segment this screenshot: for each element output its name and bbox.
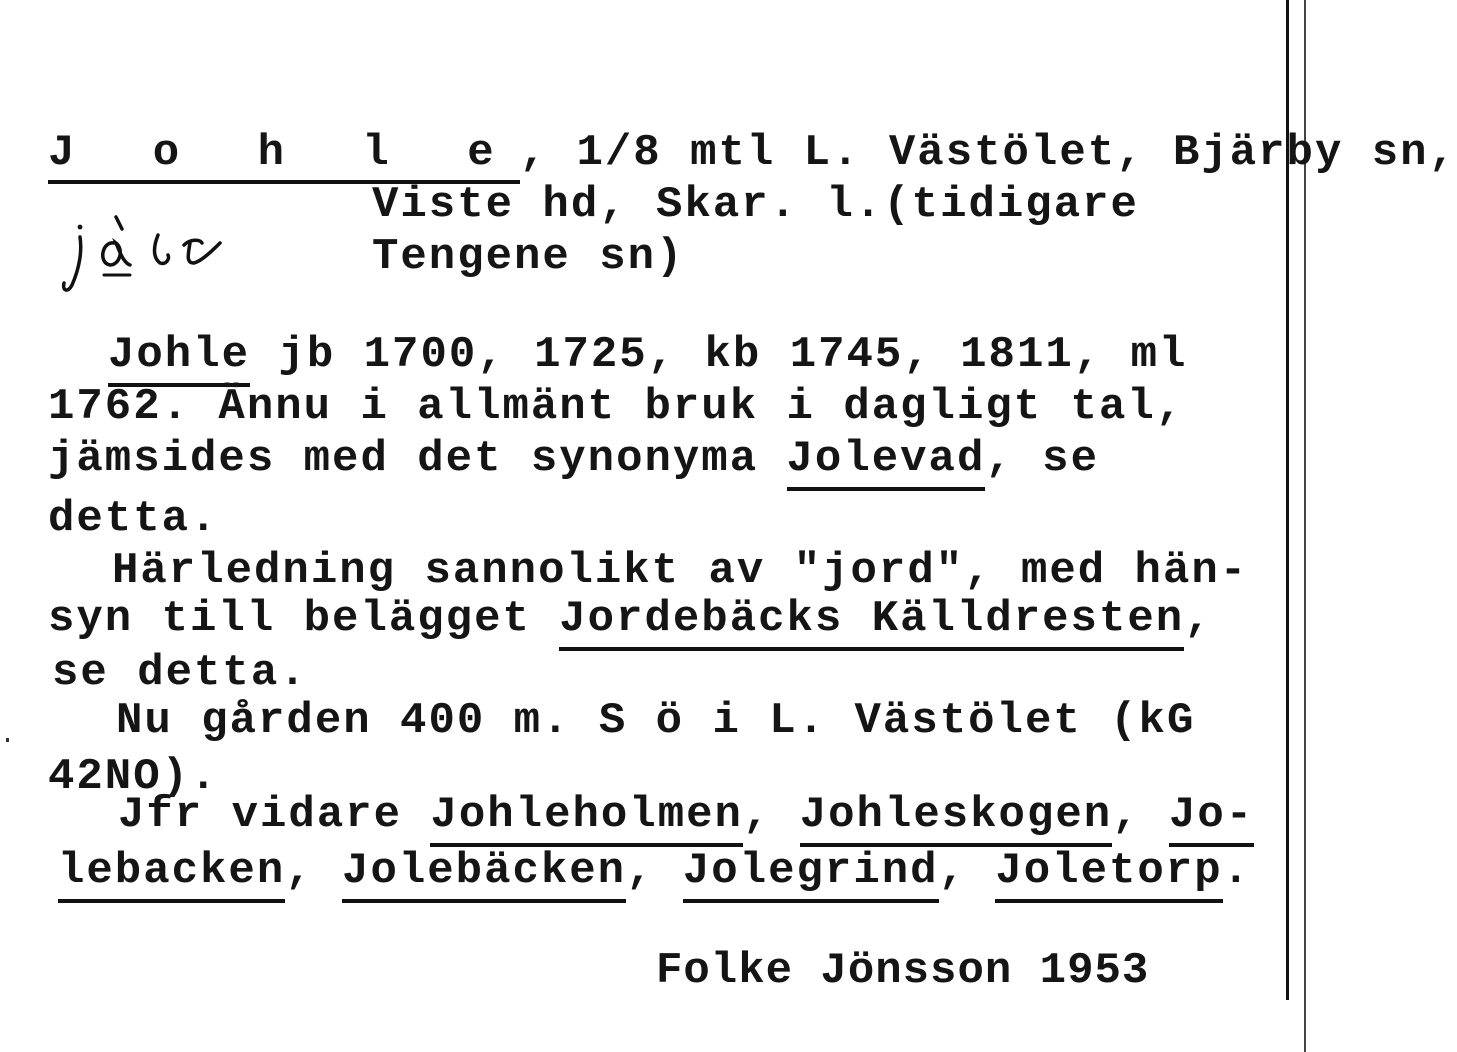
paragraph-2-line-3: se detta. bbox=[52, 648, 308, 698]
header-line-3: Tengene sn) bbox=[372, 232, 685, 282]
synonym-text: jämsides med det synonyma bbox=[48, 434, 787, 484]
derivation-text: syn till belägget bbox=[48, 594, 560, 644]
separator: , bbox=[626, 846, 683, 896]
synonym-text-end: , se bbox=[985, 434, 1099, 484]
separator: , bbox=[938, 846, 996, 896]
paragraph-1-line-3 bbox=[48, 434, 1099, 484]
paragraph-4-line-2 bbox=[58, 846, 1251, 896]
paragraph-3-line-1: Nu gården 400 m. S ö i L. Västölet (kG bbox=[116, 696, 1196, 746]
header-line-2: Viste hd, Skar. l.(tidigare bbox=[372, 180, 1139, 230]
cross-ref-jolevad: Jolevad bbox=[787, 434, 986, 491]
sources-text: jb 1700, 1725, kb 1745, 1811, ml bbox=[250, 330, 1188, 380]
paragraph-1-line-4: detta. bbox=[48, 494, 219, 544]
separator: , bbox=[1112, 790, 1169, 840]
separator: , bbox=[285, 846, 343, 896]
paragraph-1-line-2: 1762. Ännu i allmänt bruk i dagligt tal, bbox=[48, 382, 1185, 432]
cross-ref-jolebacken-2: Jolebäcken bbox=[342, 846, 626, 903]
cross-ref-jolebacken-part-2: lebacken bbox=[58, 846, 285, 903]
period: . bbox=[1222, 846, 1251, 896]
paragraph-1-line-1 bbox=[108, 330, 1187, 380]
separator: , bbox=[742, 790, 800, 840]
header-location: , 1/8 mtl L. Västölet, Bjärby sn, bbox=[519, 128, 1457, 178]
cross-ref-jordebacks-kalldresten: Jordebäcks Källdresten bbox=[559, 594, 1184, 651]
scan-mark bbox=[6, 738, 9, 742]
headword: J o h l e bbox=[48, 128, 520, 184]
cross-ref-johleholmen: Johleholmen bbox=[430, 790, 742, 847]
headword-underlined: Johle bbox=[108, 330, 250, 387]
cross-ref-jolebacken-part-1: Jo- bbox=[1169, 790, 1254, 847]
paragraph-3-line-2: 42NO). bbox=[48, 752, 219, 802]
cross-ref-johleskogen: Johleskogen bbox=[800, 790, 1112, 847]
author-signature: Folke Jönsson 1953 bbox=[656, 946, 1150, 996]
cross-ref-jolegrind: Jolegrind bbox=[683, 846, 939, 903]
derivation-text-end: , bbox=[1184, 594, 1213, 644]
cross-ref-joletorp: Joletorp bbox=[995, 846, 1222, 903]
paragraph-4-line-1 bbox=[118, 790, 1254, 840]
header-line-1 bbox=[48, 128, 1457, 178]
handwritten-pronunciation bbox=[58, 205, 238, 305]
compare-text: Jfr vidare bbox=[118, 790, 431, 840]
paragraph-2-line-2 bbox=[48, 594, 1213, 644]
paragraph-2-line-1: Härledning sannolikt av "jord", med hän- bbox=[112, 546, 1249, 596]
